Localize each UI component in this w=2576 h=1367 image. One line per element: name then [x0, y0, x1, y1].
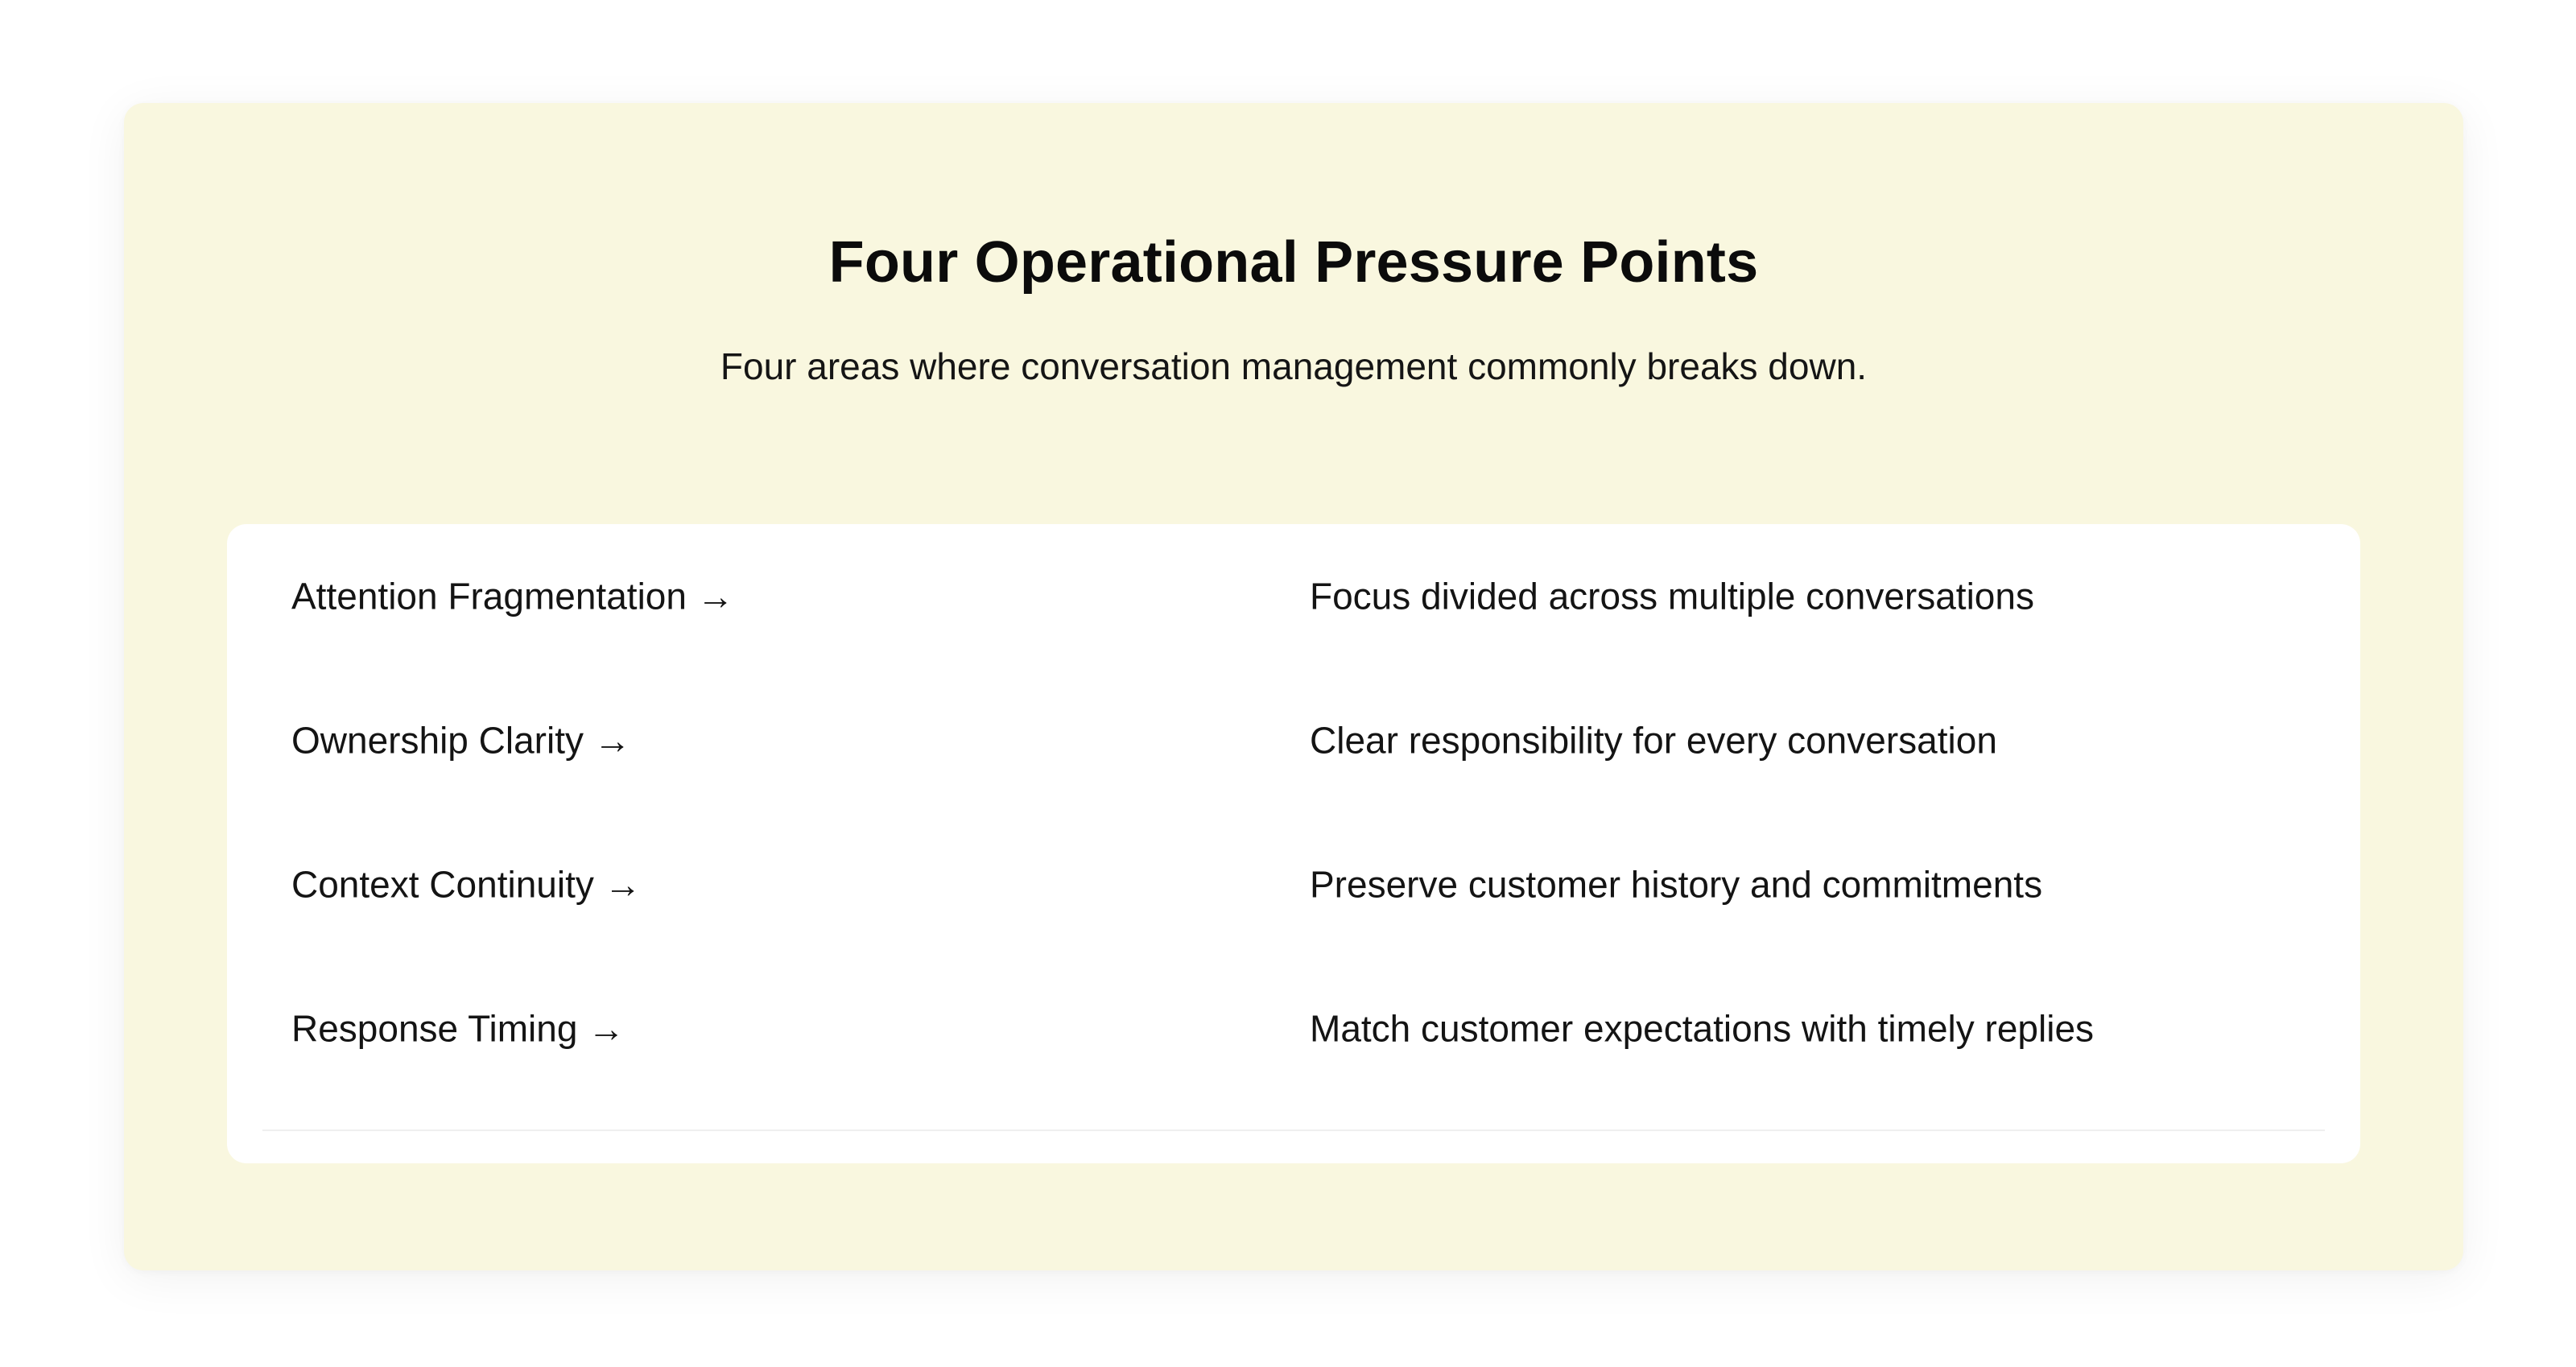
pressure-point-description: Preserve customer history and commitments	[1310, 862, 2043, 905]
pressure-point-description: Focus divided across multiple conversations	[1310, 574, 2034, 617]
pressure-point-label: Attention Fragmentation →	[291, 574, 734, 617]
pressure-points-panel	[124, 103, 2463, 1270]
list-divider	[262, 1130, 2325, 1131]
list-item	[227, 812, 2360, 956]
pressure-points-card	[227, 524, 2360, 1163]
section-title: Four Operational Pressure Points	[828, 230, 1759, 295]
section-subtitle: Four areas where conversation management commonly breaks down.	[720, 345, 1868, 387]
pressure-point-description: Match customer expectations with timely replies	[1310, 1006, 2095, 1049]
pressure-point-label: Response Timing →	[291, 1006, 625, 1049]
list-item	[227, 956, 2360, 1101]
pressure-point-label: Context Continuity →	[291, 862, 642, 905]
pressure-point-label: Ownership Clarity →	[291, 718, 631, 761]
pressure-point-description: Clear responsibility for every conversation	[1310, 718, 1997, 761]
pressure-points-list	[227, 524, 2360, 1101]
list-item	[227, 668, 2360, 812]
list-item	[227, 524, 2360, 668]
